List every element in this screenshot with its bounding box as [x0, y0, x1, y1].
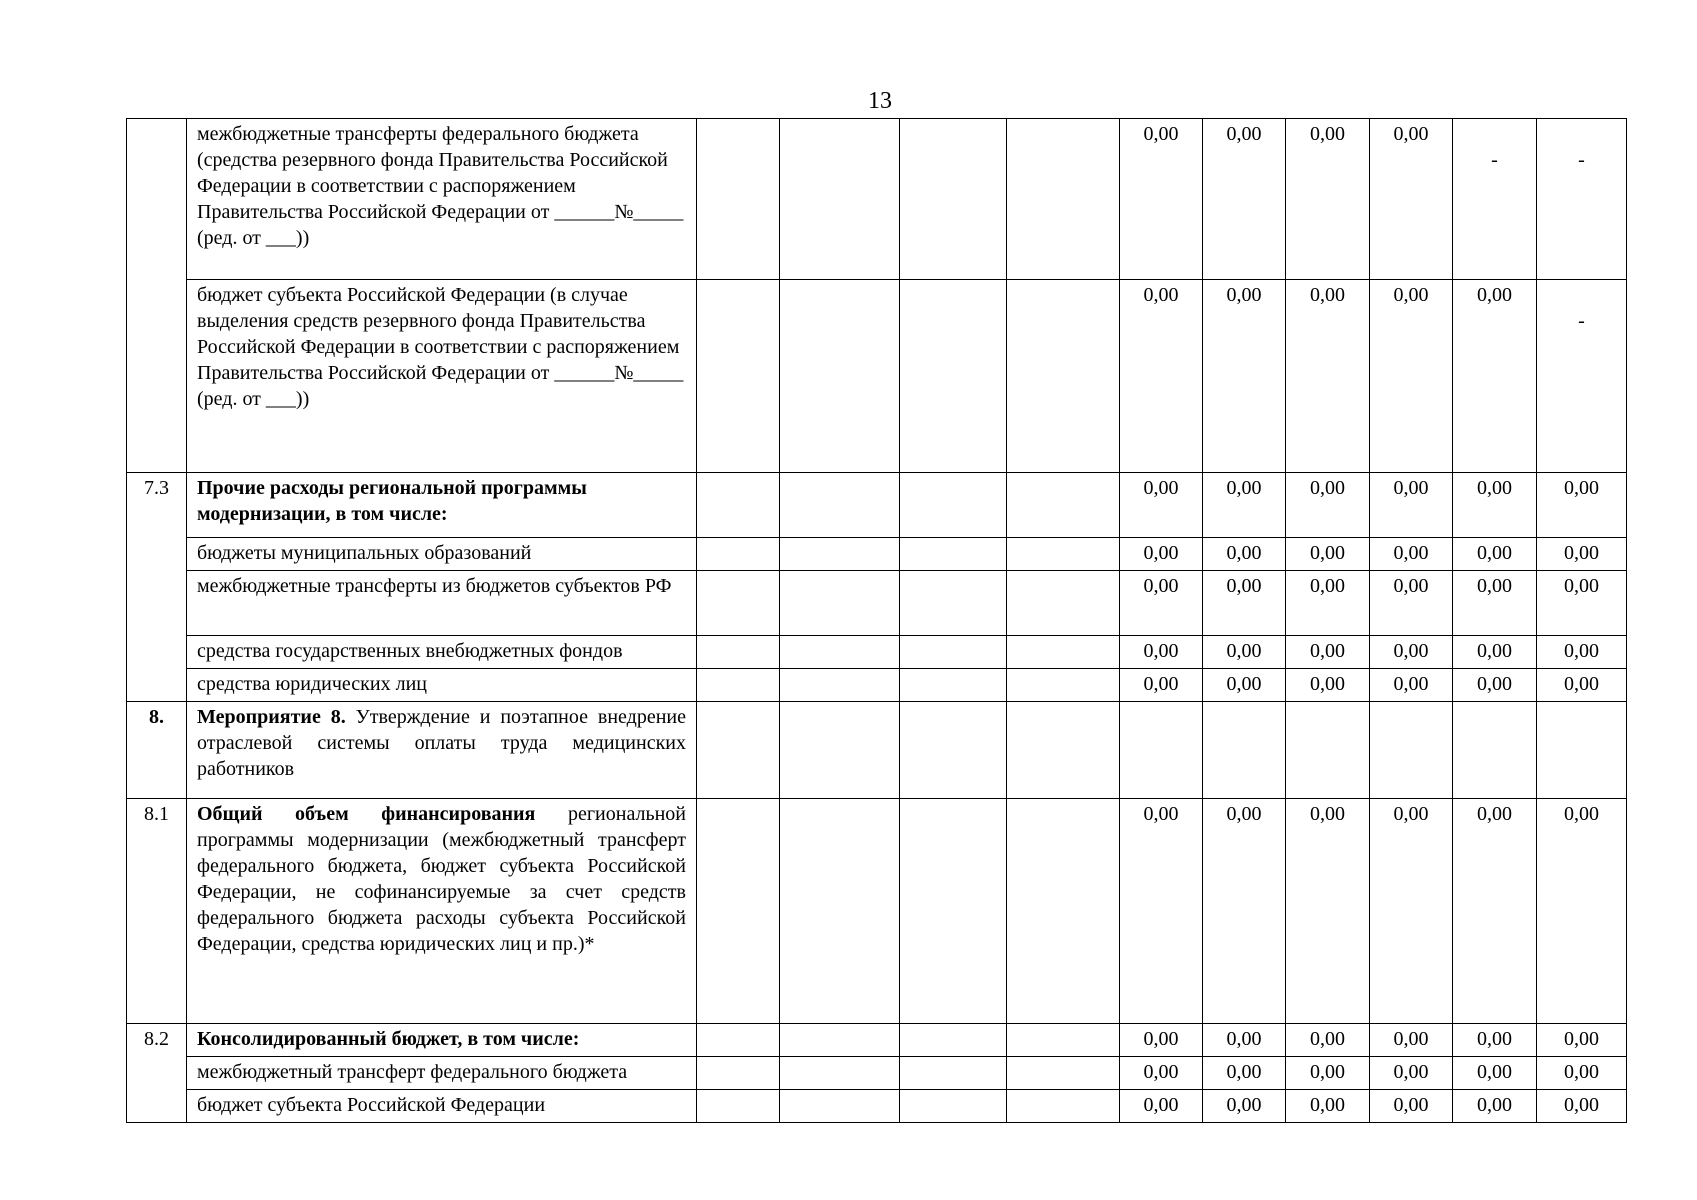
value-cell: 0,00: [1286, 1057, 1370, 1090]
value-cell: 0,00: [1286, 669, 1370, 702]
table-row: [127, 119, 1627, 280]
value-cell: 0,00: [1120, 119, 1203, 280]
value-cell: 0,00: [1537, 799, 1627, 1024]
value-cell: 0,00: [1203, 799, 1286, 1024]
value-cell: 0,00: [1203, 1024, 1286, 1057]
value-cell: 0,00: [1453, 1057, 1537, 1090]
value-cell: 0,00: [1120, 1057, 1203, 1090]
value-cell: 0,00: [1453, 571, 1537, 636]
table-row: [127, 799, 1627, 1024]
value-cell: 0,00: [1286, 1090, 1370, 1123]
value-cell: 0,00: [1537, 1090, 1627, 1123]
table-row: [127, 571, 1627, 636]
row-description-bold: Мероприятие 8.: [197, 706, 346, 728]
value-cell: 0,00: [1453, 799, 1537, 1024]
value-cell: 0,00: [1537, 1024, 1627, 1057]
value-cell: 0,00: [1370, 669, 1453, 702]
value-cell: 0,00: [1537, 473, 1627, 538]
funding-table: [126, 118, 1627, 1123]
value-cell: 0,00: [1120, 799, 1203, 1024]
value-cell: 0,00: [1203, 473, 1286, 538]
row-number: 8.1: [127, 799, 187, 1024]
value-cell: 0,00: [1453, 1090, 1537, 1123]
row-description: средства юридических лиц: [187, 669, 697, 702]
value-cell: -: [1453, 119, 1537, 280]
value-cell: 0,00: [1120, 669, 1203, 702]
value-cell: 0,00: [1203, 636, 1286, 669]
value-cell: 0,00: [1537, 669, 1627, 702]
value-cell: 0,00: [1370, 280, 1453, 473]
row-number-cell: [127, 119, 187, 473]
value-cell: 0,00: [1453, 538, 1537, 571]
value-cell: 0,00: [1537, 1057, 1627, 1090]
value-cell: 0,00: [1120, 473, 1203, 538]
table-row: [127, 473, 1627, 538]
value-cell: -: [1537, 119, 1627, 280]
value-cell: -: [1537, 280, 1627, 473]
value-cell: 0,00: [1203, 1057, 1286, 1090]
table-row: [127, 1057, 1627, 1090]
value-cell: 0,00: [1370, 119, 1453, 280]
row-description-text: региональной программы модернизации (межбюджетный трансферт федерального бюджета, бюджет субъекта Российской Федерации, не софинансируемые за счет средств федерального бюджета расходы субъекта Российской Федерации, средства юридических лиц и пр.)*: [197, 803, 686, 955]
table-row: [127, 1024, 1627, 1057]
value-cell: 0,00: [1537, 636, 1627, 669]
value-cell: 0,00: [1537, 571, 1627, 636]
value-cell: 0,00: [1370, 538, 1453, 571]
row-description: Консолидированный бюджет, в том числе:: [187, 1024, 697, 1057]
value-cell: 0,00: [1203, 669, 1286, 702]
table-row: [127, 280, 1627, 473]
value-cell: 0,00: [1286, 799, 1370, 1024]
value-cell: 0,00: [1120, 538, 1203, 571]
row-description: межбюджетные трансферты из бюджетов субъектов РФ: [187, 571, 697, 636]
value-cell: 0,00: [1286, 538, 1370, 571]
table-row: [127, 636, 1627, 669]
table-row: [127, 702, 1627, 799]
value-cell: 0,00: [1370, 571, 1453, 636]
value-cell: 0,00: [1203, 119, 1286, 280]
value-cell: 0,00: [1453, 280, 1537, 473]
value-cell: 0,00: [1453, 473, 1537, 538]
value-cell: 0,00: [1286, 636, 1370, 669]
value-cell: 0,00: [1370, 473, 1453, 538]
value-cell: 0,00: [1203, 280, 1286, 473]
row-number: 8.2: [127, 1024, 187, 1123]
value-cell: 0,00: [1453, 1024, 1537, 1057]
value-cell: 0,00: [1370, 799, 1453, 1024]
row-description-bold: Общий объем финансирования: [197, 803, 536, 825]
value-cell: 0,00: [1453, 636, 1537, 669]
value-cell: 0,00: [1286, 571, 1370, 636]
value-cell: 0,00: [1120, 571, 1203, 636]
value-cell: 0,00: [1370, 1024, 1453, 1057]
value-cell: 0,00: [1453, 669, 1537, 702]
value-cell: 0,00: [1120, 636, 1203, 669]
table-row: [127, 1090, 1627, 1123]
value-cell: 0,00: [1203, 538, 1286, 571]
value-cell: 0,00: [1286, 1024, 1370, 1057]
row-description: бюджет субъекта Российской Федерации: [187, 1090, 697, 1123]
row-description-text: Утверждение и поэтапное внедрение отраслевой системы оплаты труда медицинских работников: [197, 706, 686, 780]
row-description: бюджеты муниципальных образований: [187, 538, 697, 571]
page-number: 13: [868, 88, 892, 114]
row-description: межбюджетный трансферт федерального бюджета: [187, 1057, 697, 1090]
value-cell: 0,00: [1286, 473, 1370, 538]
value-cell: 0,00: [1203, 571, 1286, 636]
row-description: [187, 702, 697, 799]
value-cell: 0,00: [1120, 1090, 1203, 1123]
table-row: [127, 538, 1627, 571]
value-cell: 0,00: [1537, 538, 1627, 571]
row-description: [187, 799, 697, 1024]
value-cell: 0,00: [1120, 1024, 1203, 1057]
table-row: [127, 669, 1627, 702]
row-description: бюджет субъекта Российской Федерации (в случае выделения средств резервного фонда Правительства Российской Федерации в соответствии с распоряжением Правительства Российской Федерации от ______№_____ (ред. от ___)): [187, 280, 697, 473]
row-description: средства государственных внебюджетных фондов: [187, 636, 697, 669]
row-description: Прочие расходы региональной программы модернизации, в том числе:: [187, 473, 697, 538]
value-cell: 0,00: [1286, 280, 1370, 473]
row-number: 7.3: [127, 473, 187, 702]
row-number: 8.: [127, 702, 187, 799]
value-cell: 0,00: [1370, 1090, 1453, 1123]
value-cell: 0,00: [1370, 1057, 1453, 1090]
value-cell: 0,00: [1370, 636, 1453, 669]
value-cell: 0,00: [1203, 1090, 1286, 1123]
row-description: межбюджетные трансферты федерального бюджета (средства резервного фонда Правительства Российской Федерации в соответствии с распоряжением Правительства Российской Федерации от ______№_____ (ред. от ___)): [187, 119, 697, 280]
value-cell: 0,00: [1286, 119, 1370, 280]
value-cell: 0,00: [1120, 280, 1203, 473]
